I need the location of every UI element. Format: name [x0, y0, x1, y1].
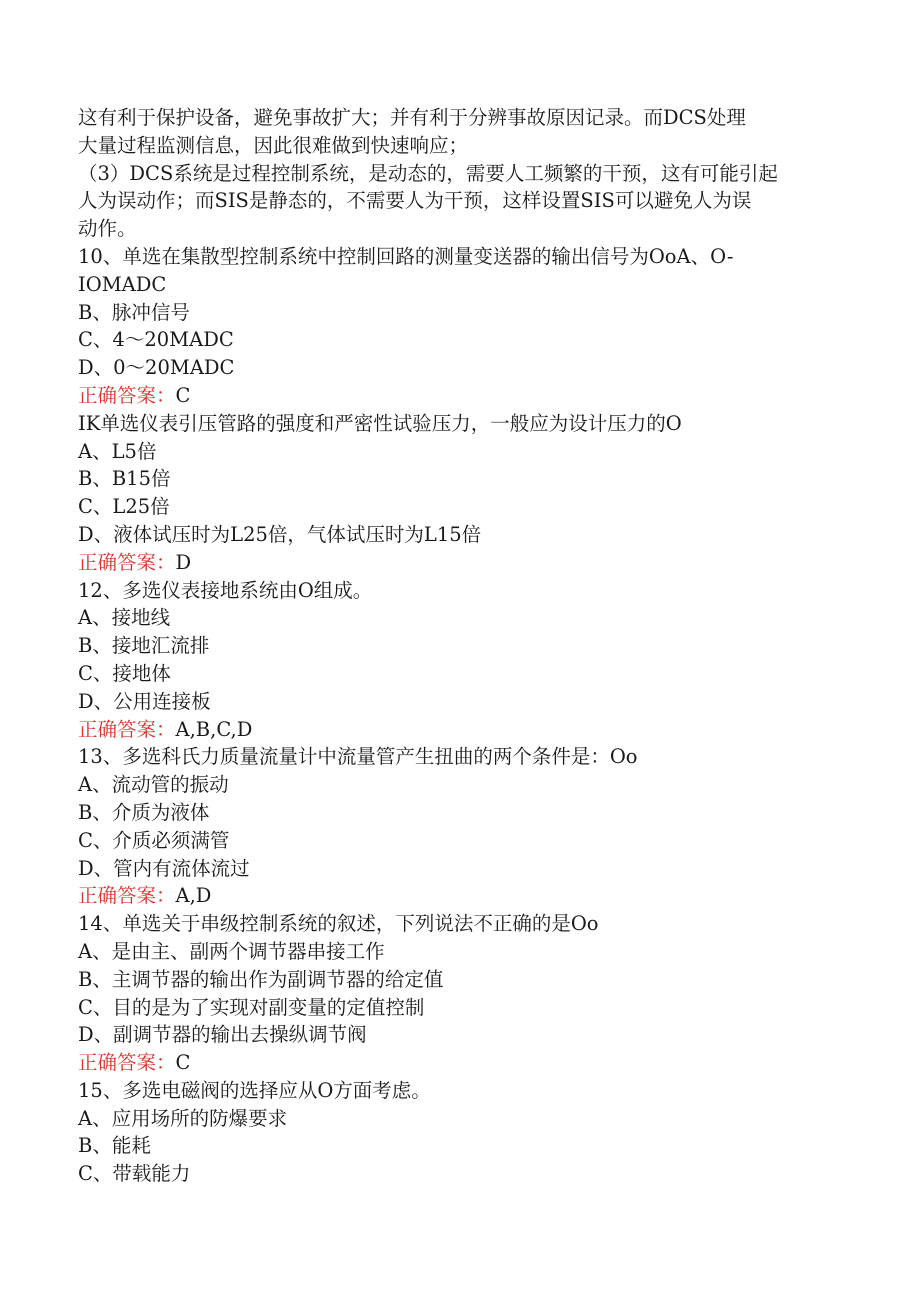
option-item: B、B15倍: [78, 467, 171, 491]
answer-label: 正确答案：: [78, 717, 176, 741]
question-stem: 15、多选电磁阀的选择应从O方面考虑。: [78, 1078, 431, 1102]
option-item: B、接地汇流排: [78, 634, 210, 658]
question-stem: 14、单选关于串级控制系统的叙述，下列说法不正确的是Oo: [78, 912, 599, 936]
answer-label: 正确答案：: [78, 884, 176, 908]
question-stem: IOMADC: [78, 272, 167, 296]
option-item: C、接地体: [78, 661, 171, 685]
intro-line: 大量过程监测信息，因此很难做到快速响应；: [78, 133, 469, 157]
answer-value: C: [175, 1051, 191, 1075]
question-stem: 13、多选科氏力质量流量计中流量管产生扭曲的两个条件是：Oo: [78, 745, 638, 769]
option-item: D、管内有流体流过: [78, 856, 250, 880]
question-stem: 10、单选在集散型控制系统中控制回路的测量变送器的输出信号为OoA、O-: [78, 244, 734, 268]
answer-label: 正确答案：: [78, 383, 176, 407]
answer-label: 正确答案：: [78, 550, 176, 574]
intro-line: 动作。: [78, 217, 137, 241]
answer-value: A,D: [175, 884, 212, 908]
option-item: A、是由主、副两个调节器串接工作: [78, 939, 385, 963]
answer-value: D: [175, 550, 192, 574]
option-item: D、副调节器的输出去操纵调节阀: [78, 1023, 367, 1047]
option-item: C、目的是为了实现对副变量的定值控制: [78, 995, 425, 1019]
option-item: C、介质必须满管: [78, 828, 230, 852]
answer-value: A,B,C,D: [175, 717, 253, 741]
answer-line: [78, 549, 858, 577]
option-item: C、带载能力: [78, 1162, 191, 1186]
question-stem: 12、多选仪表接地系统由O组成。: [78, 578, 373, 602]
option-item: B、主调节器的输出作为副调节器的给定值: [78, 967, 444, 991]
intro-line: （3）DCS系统是过程控制系统，是动态的，需要人工频繁的干预，这有可能引起: [78, 161, 778, 185]
answer-line: [78, 382, 858, 410]
option-item: D、液体试压时为L25倍，气体试压时为L15倍: [78, 522, 482, 546]
option-item: D、公用连接板: [78, 689, 211, 713]
option-item: D、0～20MADC: [78, 356, 235, 380]
option-item: A、流动管的振动: [78, 773, 229, 797]
option-item: C、L25倍: [78, 495, 170, 519]
option-item: C、4～20MADC: [78, 328, 234, 352]
option-item: A、L5倍: [78, 439, 157, 463]
option-item: A、接地线: [78, 606, 171, 630]
answer-value: C: [175, 383, 191, 407]
question-stem: IK单选仪表引压管路的强度和严密性试验压力，一般应为设计压力的O: [78, 411, 682, 435]
answer-line: [78, 882, 858, 910]
option-item: B、脉冲信号: [78, 300, 190, 324]
option-item: B、能耗: [78, 1134, 151, 1158]
intro-line: 人为误动作；而SIS是静态的，不需要人为干预，这样设置SIS可以避免人为误: [78, 189, 752, 213]
option-item: A、应用场所的防爆要求: [78, 1106, 288, 1130]
answer-line: [78, 1049, 858, 1077]
document-body: [78, 104, 858, 1188]
intro-line: 这有利于保护设备，避免事故扩大；并有利于分辨事故原因记录。而DCS处理: [78, 106, 746, 129]
answer-label: 正确答案：: [78, 1051, 176, 1075]
answer-line: [78, 716, 858, 744]
option-item: B、介质为液体: [78, 800, 210, 824]
